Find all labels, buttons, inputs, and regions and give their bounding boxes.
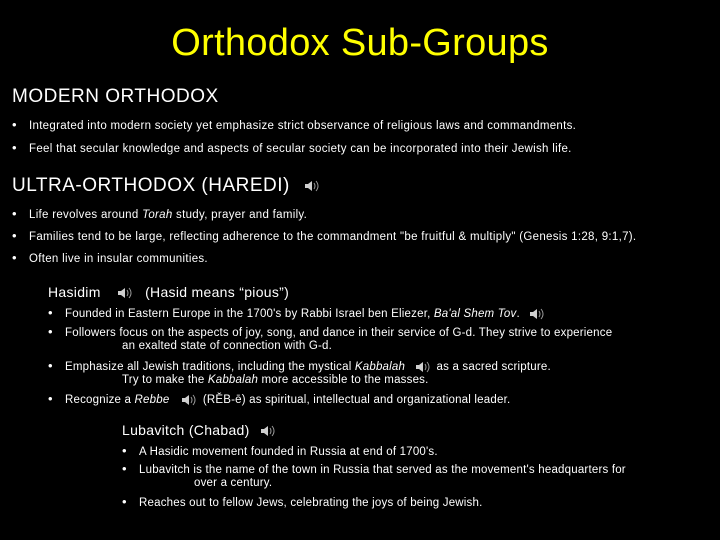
hasidim-bullet-4 (48, 391, 510, 407)
speaker-icon[interactable] (529, 307, 545, 321)
speaker-icon[interactable] (181, 393, 197, 407)
bullet-dot: • (12, 250, 17, 265)
ultra-bullet-2-text: Families tend to be large, reflecting adherence to the commandment "be fruitful & multiply" (Genesis 1:28, 9:1,7). (29, 231, 637, 243)
ultra-orthodox-heading-text: ULTRA-ORTHODOX (HAREDI) (12, 175, 290, 196)
bullet-dot: • (48, 391, 53, 406)
lubavitch-bullet-3-text: Reaches out to fellow Jews, celebrating the joys of being Jewish. (139, 497, 483, 509)
hasidim-bullet-1 (48, 305, 545, 321)
lubavitch-bullet-2-continuation: over a century. (194, 477, 273, 489)
speaker-icon[interactable] (304, 179, 320, 193)
speaker-icon[interactable] (260, 424, 276, 438)
speaker-icon[interactable] (415, 360, 431, 374)
lubavitch-label: Lubavitch (Chabad) (122, 422, 250, 438)
kabbalah-text: Kabbalah (207, 374, 259, 386)
hasidim-bullet-3 (48, 358, 551, 374)
bullet-dot: • (48, 324, 53, 339)
hasidim-bullet-1-tail: . (516, 308, 520, 320)
bullet-dot: • (122, 461, 127, 476)
baal-shem-tov-text: Ba'al Shem Tov (433, 308, 517, 320)
bullet-dot: • (122, 494, 127, 509)
hasidim-bullet-1-text: Founded in Eastern Europe in the 1700's by Rabbi Israel ben Eliezer, (65, 308, 434, 320)
page-title: Orthodox Sub-Groups (171, 22, 549, 64)
modern-bullet-2 (12, 140, 572, 155)
ultra-bullet-1-text: Life revolves around (29, 209, 143, 221)
modern-bullet-1 (12, 117, 576, 132)
lubavitch-heading (122, 422, 276, 438)
hasidim-bullet-2-text: Followers focus on the aspects of joy, song, and dance in their service of G-d. They strive to experience (65, 327, 613, 339)
lubavitch-bullet-1-text: A Hasidic movement founded in Russia at end of 1700's. (139, 446, 438, 458)
hasidim-bullet-4-text: Recognize a (65, 394, 135, 406)
bullet-dot: • (12, 206, 17, 221)
ultra-bullet-3 (12, 250, 208, 265)
hasidim-bullet-2 (48, 324, 612, 339)
hasidim-bullet-3-text: Emphasize all Jewish traditions, including the mystical (65, 361, 355, 373)
modern-bullet-2-text: Feel that secular knowledge and aspects of secular society can be incorporated into their Jewish life. (29, 143, 572, 155)
torah-text: Torah (142, 209, 173, 221)
lubavitch-bullet-2 (122, 461, 626, 476)
bullet-dot: • (12, 228, 17, 243)
hasidim-label: Hasidim (48, 284, 101, 300)
bullet-dot: • (12, 140, 17, 155)
hasidim-note: (Hasid means “pious”) (145, 284, 290, 300)
bullet-dot: • (12, 117, 17, 132)
modern-bullet-1-text: Integrated into modern society yet emphasize strict observance of religious laws and commandments. (29, 120, 577, 132)
lubavitch-bullet-3 (122, 494, 483, 509)
hasidim-bullet-3-cont-tail: more accessible to the masses. (258, 374, 429, 386)
hasidim-bullet-2-continuation: an exalted state of connection with G-d. (122, 340, 333, 352)
hasidim-bullet-3-cont-text: Try to make the (122, 374, 208, 386)
bullet-dot: • (48, 305, 53, 320)
modern-orthodox-heading: MODERN ORTHODOX (12, 86, 219, 107)
hasidim-heading (48, 284, 289, 300)
lubavitch-bullet-2-text: Lubavitch is the name of the town in Russia that served as the movement's headquarters for (139, 464, 626, 476)
kabbalah-text: Kabbalah (354, 361, 406, 373)
lubavitch-bullet-1 (122, 443, 438, 458)
ultra-bullet-2 (12, 228, 636, 243)
ultra-orthodox-heading (12, 175, 320, 197)
rebbe-text: Rebbe (134, 394, 170, 406)
hasidim-bullet-3-tail: as a sacred scripture. (436, 361, 551, 373)
bullet-dot: • (48, 358, 53, 373)
speaker-icon[interactable] (117, 286, 133, 300)
ultra-bullet-3-text: Often live in insular communities. (29, 253, 208, 265)
bullet-dot: • (122, 443, 127, 458)
ultra-bullet-1 (12, 206, 307, 221)
hasidim-bullet-3-continuation (122, 374, 429, 386)
ultra-bullet-1-tail: study, prayer and family. (172, 209, 308, 221)
hasidim-bullet-4-tail: (RĚB-ē) as spiritual, intellectual and organizational leader. (202, 394, 511, 406)
